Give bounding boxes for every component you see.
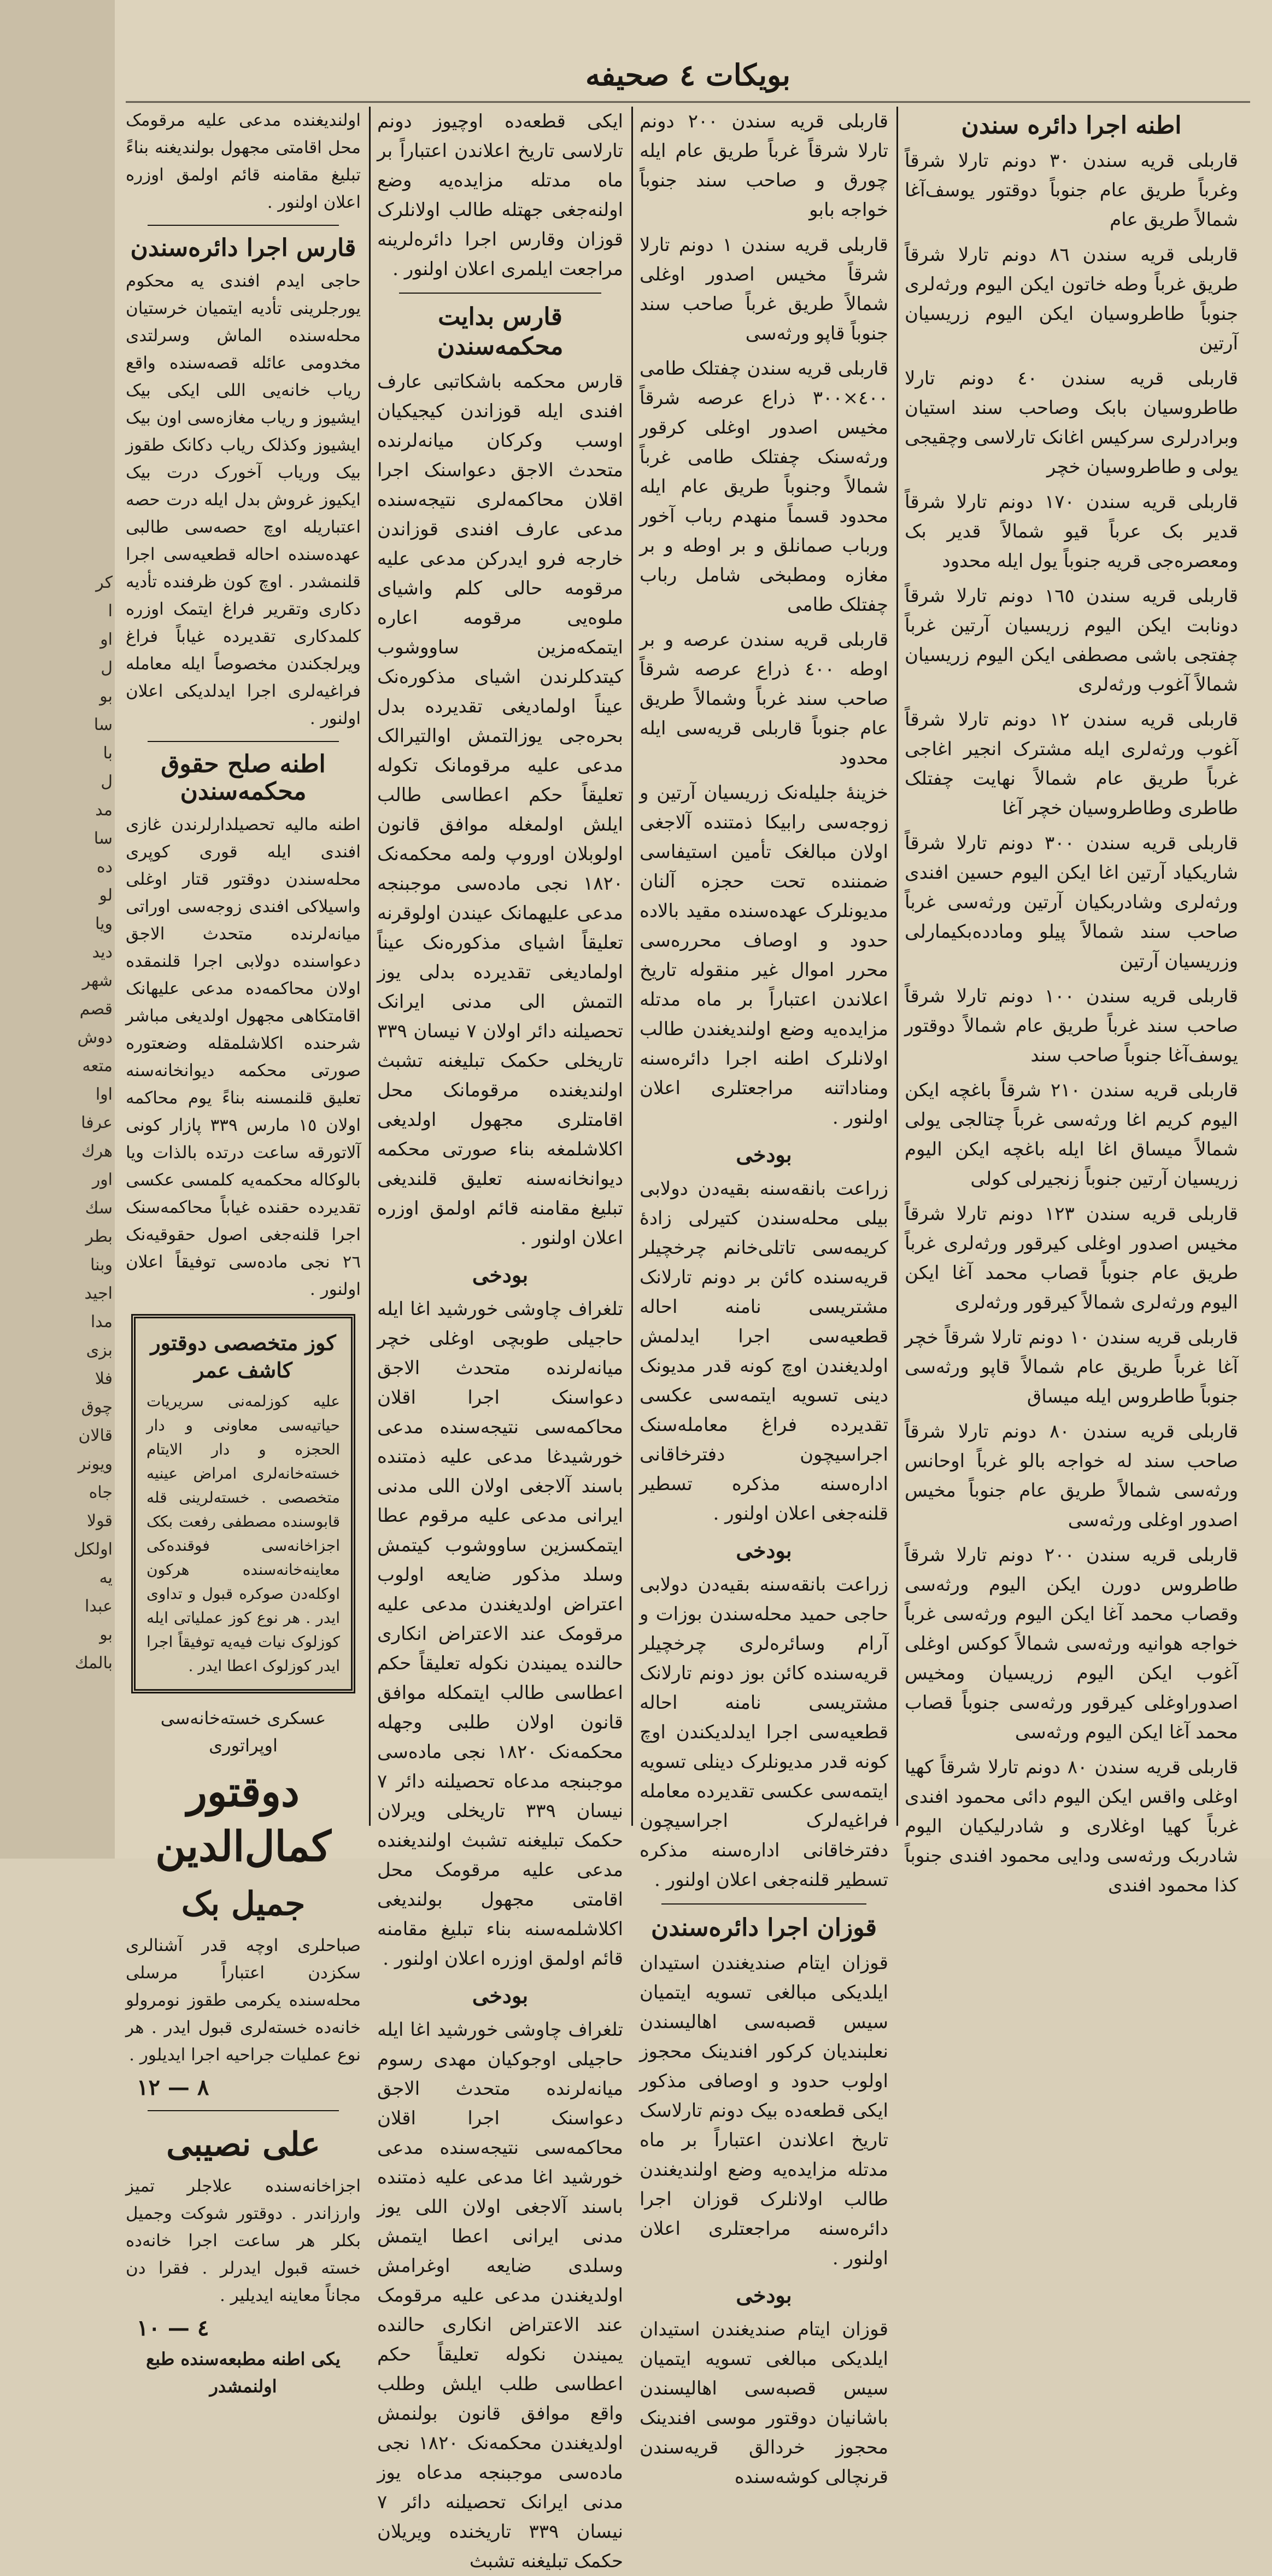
column-divider (369, 107, 371, 1826)
advertisement-eye-doctor (131, 1314, 355, 1693)
section-heading: قارس بدایت محکمه‌سندن (437, 303, 564, 360)
notice-paragraph: قاربلی قریه سندن ١٠ دونم تارلا شرقاً خچر آغا غرباً طریق عام شمالاً قاپو ورثه‌سی جنوباً طاطروس ایله میساق (905, 1327, 1238, 1407)
page-header (126, 52, 1250, 103)
ad-body: علیه کوزلمه‌نی سریریات حیاتیه‌سی معاونی و دار الحجزه و دار الایتام خسته‌خانه‌لری امراض عینیه متخصصی . خسته‌لرینی قله قابوسنده مصطفی رفعت بکک اجزاخانه‌سی فوقنده‌کی معاینه‌خانه‌سنده هرکون اوکله‌دن صوکره قبول و تداوی ایدر . هر نوع کوز عملیاتی ایله کوزلوک نیات فیه‌یه توفیقاً اجرا ایدر کوزلوک اعطا ایدر . (146, 1392, 340, 1675)
ad-body: صباحلری اوچه قدر آشنالری سکزدن اعتباراً مرسلی محله‌سنده یکرمی طقوز نومرولو خانه‌ده خسته‌لری قبول ایدر . هر نوع عملیات جراحیه اجرا ایدیلور . (126, 1936, 361, 2065)
notice-paragraph: تلغراف چاوشی خورشید اغا ایله حاجیلی طوبچی اوغلی خچر میانه‌لرنده متحدث الاجق دعواسنک اجرا اقلان محاکمه‌سی نتیجه‌سنده مدعی خورشیدغا مدعی علیه ذمتنده باسند آلاجغی اولان اللی مدنی ایرانی مدعی علیه مرقوم عطا ایتمکسزین ساووشوب کیتمش وسلد مذکور ضایعه اولوب اعتراض اولدیغندن مدعی علیه مرقومک عند الاعتراض انکاری حالنده یمیندن نکوله تعلیقاً حکم اعطاسی طالب ایتمکله موافق قانون اولان طلبی وجهله محکمه‌نک ١٨٢٠ نجی ماده‌سی موجبنجه مدعاه تحصیلنه دائر ٧ نیسان ٣٣٩ تاریخلی ویرلان حکمک تبلیغنه تشبث اولندیغنده مدعی علیه مرقومک محل اقامتی مجهول بولندیغی اکلاشلمه‌سنه بناء تبلیغ مقامنه قائم اولمق اوزره اعلان اولنور . (377, 1298, 624, 1970)
section-heading: اطنه صلح حقوق محکمه‌سندن (161, 750, 326, 805)
notice-paragraph: ایکی قطعه‌ده اوچیوز دونم تارلاسی تاریخ اعلاندن اعتباراً بر ماه مدتله مزایده‌یه وضع اولنه‌جغی جهتله طالب اولانلرک قوزان وقارس اجرا دائره‌لرینه مراجعت ایلمری اعلان اولنور . (377, 110, 623, 280)
notice-paragraph: قاربلی قریه سندن ١٢٣ دونم تارلا شرقاً مخیس اصدور اوغلی کیرقور ورثه‌لری غرباً طریق عام جنوباً قصاب محمد آغا ایکن الیوم ورثه‌لری شمالاً کیرقور ورثه‌لری (905, 1203, 1238, 1313)
column-4 (126, 107, 361, 2397)
notice-paragraph: زراعت بانقه‌سنه بقیه‌دن دولابی حاجی حمید محله‌سندن بوزات و آرام وسائره‌لری چرخچیلر قریه‌سنده کائن بوز دونم تارلانک مشتریسی نامنه احاله قطعیه‌سی اجرا ایدلدیکندن اوچ کونه قدر مدیونلرک دینلی تسویه ایتمه‌سی عکسی تقدیرده معامله فراغیه‌لرک اجراسیچون دفترخاقانی اداره‌سنه مذکره تسطیر قلنه‌جغی اعلان اولنور . (640, 1574, 888, 1891)
subheading: بودخی (736, 2283, 792, 2308)
column-divider (896, 107, 898, 1826)
subheading: بودخی (472, 1983, 529, 2008)
column-1 (905, 107, 1239, 1896)
adjacent-page-fragment (0, 0, 115, 1859)
ad-doctor-name: دوقتور کمال‌الدین (155, 1767, 331, 1871)
ad-number: ٨ — ١٢ (137, 2075, 209, 2100)
notice-paragraph: قاربلی قریه سندن ٨٠ دونم تارلا شرقاً صاحب سند له خواجه بالو غرباً اوحانس ورثه‌سی شمالاً طریق عام جنوباً مخیس اصدور اوغلی ورثه‌سی (905, 1421, 1238, 1531)
separator (148, 225, 339, 226)
notice-paragraph: قاربلی قریه سندن ٢٠٠ دونم تارلا شرقاً طاطروس دورن ایکن الیوم ورثه‌سی وقصاب محمد آغا ایکن الیوم ورثه‌سی غرباً خواجه هوانیه ورثه‌سی شمالاً کوکس اوغلی آغوب ایکن الیوم زریسیان ومخیس اصدوراوغلی کیرقور ورثه‌سی جنوباً قصاب محمد آغا ایکن الیوم ورثه‌سی (905, 1544, 1238, 1743)
masthead-title: بويكات ٤ صحيفه (585, 57, 790, 92)
notice-paragraph: قاربلی قریه سندن ٣٠٠ دونم تارلا شرقاً شاریکیاد آرتین اغا ایکن الیوم حسین افندی ورثه‌لری وشادربکیان آرتین ورثه‌سی غرباً صاحب سند شمالاً پیلو ومادده‌بکیمارلی وزریسیان آرتین (905, 832, 1238, 972)
ad-pharmacy-name: علی نصیبی (166, 2125, 320, 2164)
notice-paragraph: قوزان ایتام صندیغندن استیدان ایلدیکی مبالغی تسویه ایتمیان سیس قصبه‌سی اهالیسندن نعلبندیان کرکور افندینک محجوز اولوب حدود و اوصافی مذکور ایکی قطعه‌ده بیک دونم تارلاسک تاریخ اعلاندن اعتباراً بر ماه مدتله مزایده‌یه وضع اولندیغندن طالب اولانلرک قوزان اجرا دائره‌سنه مراجعتلری اعلان اولنور . (640, 1952, 888, 2269)
notice-paragraph: حاجی ایدم افندی یه محکوم یورجلرینی تأدیه ایتمیان خرستیان محله‌سنده الماش وسرلتدی مخدومی عائله قصه‌سنده واقع ریاب خانه‌یی اللی ایکی بیک ایشیوز و ریاب مغازه‌سی اون بیک ایشیوز وکذلک ریاب دکانک طقوز بیک وریاب آخورک درت بیک ایکیوز غروش بدل ایله درت حصه اعتباریله اوچ حصه‌سی طالبی عهده‌سنده احاله قطعیه‌سی اجرا قلنمشدر . اوچ کون ظرفنده تأدیه دکاری وتقریر فراغ ایتمک اوزره کلمدکاری تقدیرده غیاباً فراغ ویرلجکندن مخصوصاً ایله معامله فراغیه‌لری اجرا ایدلدیکی اعلان اولنور . (126, 271, 361, 728)
separator (661, 1903, 866, 1905)
printer-line: یکی اطنه مطبعه‌سنده طبع اولنمشدر (146, 2349, 341, 2397)
notice-paragraph: زراعت بانقه‌سنه بقیه‌دن دولابی بیلی محله‌سندن کتیرلی زادهٔ کریمه‌سی تاتلی‌خانم چرخچیلر قریه‌سنده کائن بر دونم تارلانک مشتریسی نامنه احاله قطعیه‌سی اجرا ایدلمش اولدیغندن اوچ کونه قدر مدیونک دینی تسویه ایتمه‌سی عکسی تقدیرده فراغ معامله‌سنک اجراسیچون دفترخاقانی اداره‌سنه مذکره تسطیر قلنه‌جغی اعلان اولنور . (640, 1178, 888, 1524)
notice-paragraph: قاربلی قریه سندن ١٠٠ دونم تارلا شرقاً صاحب سند غرباً طریق عام شمالاً دوقتور یوسف‌آغا جنوباً صاحب سند (905, 985, 1238, 1066)
separator (148, 741, 339, 742)
subheading: بودخی (736, 1538, 792, 1563)
notice-paragraph: قاربلی قریه سندن ٣٠ دونم تارلا شرقاً وغرباً طریق عام جنوباً دوقتور یوسف‌آغا شمالاً طریق عام (905, 150, 1238, 231)
notice-paragraph: تلغراف چاوشی خورشید اغا ایله حاجیلی اوجوکیان مهدی رسوم میانه‌لرنده متحدث الاجق دعواسنک اجرا اقلان محاکمه‌سی نتیجه‌سنده مدعی خورشید اغا مدعی علیه ذمتنده باسند آلاجغی اولان اللی یوز مدنی ایرانی اعطا ایتمش وسلدی ضایعه اوغرامش اولدیغندن مدعی علیه مرقومک عند الاعتراض انکاری حالنده یمیندن نکوله تعلیقاً حکم اعطاسی طلب ایلش وطلب واقع موافق قانون بولنمش اولدیغندن محکمه‌نک ١٨٢٠ نجی ماده‌سی موجبنجه مدعاه یوز مدنی ایرانک تحصیلنه دائر ٧ نیسان ٣٣٩ تاریخنده ویریلان حکمک تبلیغنه تشبث (377, 2019, 623, 2572)
ad-body: اجزاخانه‌سنده علاجلر تمیز وارزاندر . دوقتور شوکت وجمیل بکلر هر ساعت اجرا خانه‌ده خسته قبول ایدرلر . فقرا دن مجاناً معاینه ایدیلیر . (126, 2176, 361, 2305)
notice-paragraph: قاربلی قریه سندن ١ دونم تارلا شرقاً مخیس اصدور اوغلی شمالاً طریق غرباً صاحب سند جنوباً قاپو ورثه‌سی (640, 234, 888, 344)
notice-paragraph: قاربلی قریه سندن ٢٠٠ دونم تارلا شرقاً غرباً طریق عام ایله چورق و صاحب سند جنوباً خواجه بابو (640, 110, 888, 221)
ad-top-line: عسکری خسته‌خانه‌سی اوپراتوری (160, 1708, 326, 1756)
ad-doctor-subname: جمیل بک (181, 1885, 306, 1923)
notice-paragraph: قاربلی قریه سندن ١٢ دونم تارلا شرقاً آغوب ورثه‌لری ایله مشترک انجیر اغاجی غرباً طریق عام شمالاً نهایت چفتلک طاطری وطاطروسیان خچر آغا (905, 709, 1238, 819)
separator (399, 293, 601, 294)
notice-paragraph: قاربلی قریه سندن ٢١٠ شرقاً باغچه ایکن الیوم کریم اغا ورثه‌سی غرباً چتالجی یولی شمالاً میساق اغا ایله باغچه ایکن الیوم زریسیان آرتین جنوباً زنجیرلی کولی (905, 1079, 1238, 1190)
notice-paragraph: قوزان ایتام صندیغندن استیدان ایلدیکی مبالغی تسویه ایتمیان سیس قصبه‌سی اهالیسندن باشانیان دوقتور موسی افندینک محجوز خردالق قریه‌سندن قرنچالی کوشه‌سنده (640, 2318, 888, 2488)
section-heading: اطنه اجرا دائره سندن (961, 112, 1182, 139)
column-3 (377, 107, 624, 2572)
subheading: بودخی (472, 1263, 529, 1287)
notice-paragraph: اولندیغنده مدعی علیه مرقومک محل اقامتی مجهول بولندیغنه بناءً تبلیغ مقامنه قائم اولمق اوزره اعلان اولنور . (126, 110, 361, 212)
notice-paragraph: قاربلی قریه سندن ٨٦ دونم تارلا شرقاً طریق غرباً وطه خاتون ایکن الیوم ورثه‌لری جنوباً طاطروسیان ایکن الیوم زریسیان آرتین (905, 244, 1238, 354)
notice-paragraph: اطنه مالیه تحصیلدارلرندن غازی افندی ایله قوری کوپری محله‌سندن دوقتور قتار اوغلی واسیلاکی افندی زوجه‌سی اوراتی میانه‌لرنده متحدث الاجق دعواسنده دولابی اجرا قلنمقده اولان محاکمه‌ده مدعی علیهانک اقامتکاهی مجهول اولدیغی مباشر شرحنده اکلاشلمقله وضعتوره صورتی محکمه دیوانخانه‌سنه تعلیق قلنمسنه بناءً یوم محاکمه اولان ١٥ مارس ٣٣٩ پازار کونی آلاتورقه ساعت درتده بالذات ویا بالوکاله محکمه‌یه کلمسی عکسی تقدیرده حقنده غیاباً محاکمه‌سنک اجرا قلنه‌جغی اصول حقوقیه‌نک ٢٦ نجی ماده‌سی توفیقاً اعلان اولنور . (126, 815, 361, 1299)
notice-paragraph: قاربلی قریه سندن چفتلک طامی ٤٠٠×٣٠٠ ذراع عرصه شرقاً مخیس اصدور اوغلی کرقور ورثه‌سنک چفتلک طامی غرباً شمالاً وجنوباً طریق عام ایله محدود قسماً منهدم رباب آخور ورباب صمانلق و بر اوطه و بر مغازه ومطبخی شامل رباب چفتلک طامی (640, 358, 888, 616)
notice-paragraph: قارس محکمه باشکاتبی عارف افندی ایله قوزاندن کیجیکیان اوسب وکرکان میانه‌لرنده متحدث الاجق دعواسنک اجرا اقلان محاکمه‌لری نتیجه‌سنده مدعی عارف افندی قوزاندن خارجه فرو ایدرکن مدعی علیه مرقومه حالی کلم واشیای ملوه‌یی مرقومه اعاره ایتمکه‌مزین ساووشوب کیتدکلرندن اشیای مذکوره‌نک عیناً اولمادیغی تقدیرده بدل بحره‌جی یوزالتمش اوالتیرالک مدعی علیه مرقومانک تکوله تعلیقاً حکم اعطاسی طالب ایلش اولمغله موافق قانون اولوبلان اوروپ ولمه محکمه‌نک ١٨٢٠ نجی ماده‌سی موجبنجه مدعی علیهمانک عیندن اولوقرنه تعلیقاً اشیای مذکوره‌نک عیناً اولمادیغی تقدیرده بدلی یوز التمش الی مدنی ایرانک تحصیلنه دائر اولان ٧ نیسان ٣٣٩ تاریخلی حکمک تبلیغنه تشبث اولندیغنده مرقومانک محل اقامتلری مجهول اولدیغی اکلاشلمغه بناء صورتی محکمه دیوانخانه‌سنه تعلیق قلندیغی تبلیغ مقامنه قائم اولمق اوزره اعلان اولنور . (377, 371, 624, 1249)
notice-paragraph: قاربلی قریه سندن عرصه و بر اوطه ٤٠٠ ذراع عرصه شرقاً صاحب سند غرباً وشمالاً طریق عام جنوباً قاربلی قریه‌سی ایله محدود (640, 629, 888, 769)
notice-paragraph: خزینه‌ٔ جلیله‌نک زریسیان آرتین و زوجه‌سی رابیکا ذمتنده آلاجغی اولان مبالغک تأمین استیفاسی ضمننده تحت حجزه آلنان مدیونلرک عهده‌سنده مقید بالاده حدود و اوصاف محرره‌سی محرر اموال غیر منقوله تاریخ اعلاندن اعتباراً بر ماه مدتله مزایده‌یه وضع اولندیغندن طالب اولانلرک اطنه اجرا دائره‌سنه ومناداتنه مراجعتلری اعلان اولنور . (640, 782, 888, 1129)
separator (148, 2110, 339, 2111)
ad-title: کوز متخصصی دوقتور کاشف عمر (150, 1330, 336, 1382)
section-heading: قارس اجرا دائره‌سندن (130, 234, 356, 262)
fragment-text: كر ا او ل بو سا با ل مد سا ده لو ويا ديد شهر قصم دوش متعه اوا عرفا هرك اور سك بطر وبنا اجيد مدا بزى فلا چوق قالان ويونر جاه قولا اولكل يه عبدا بو بالمك (73, 573, 113, 1673)
column-2 (640, 107, 888, 2488)
notice-paragraph: قاربلی قریه سندن ٤٠ دونم تارلا طاطروسیان بابک وصاحب سند استیان وبرادرلری سرکیس اغانک تارلاسی وچقیجی یولی و طاطروسیان خچر (905, 367, 1239, 478)
column-divider (631, 107, 633, 1826)
section-heading: قوزان اجرا دائره‌سندن (650, 1914, 877, 1942)
notice-paragraph: قاربلی قریه سندن ٨٠ دونم تارلا شرقاً کهیا اوغلی واقس ایکن الیوم دائی محمود افندی غرباً کهیا اوغلاری و شادرلیکیان الیوم شادربک ورثه‌سی ودایی محمود افندی جنوباً کذا محمود افندی (905, 1756, 1239, 1896)
notice-paragraph: قاربلی قریه سندن ١٧٠ دونم تارلا شرقاً قدیر بک عرباً قیو شمالاً قدیر بک ومعصره‌جی قریه جنوباً یول ایله محدود (905, 491, 1238, 572)
subheading: بودخی (736, 1142, 792, 1167)
notice-paragraph: قاربلی قریه سندن ١٦٥ دونم تارلا شرقاً دونابت ایکن الیوم زریسیان آرتین غرباً چفتجی باشی مصطفی ایکن الیوم زریسیان شمالاً آغوب ورثه‌لری (905, 585, 1238, 696)
ad-number: ٤ — ١٠ (137, 2315, 209, 2341)
